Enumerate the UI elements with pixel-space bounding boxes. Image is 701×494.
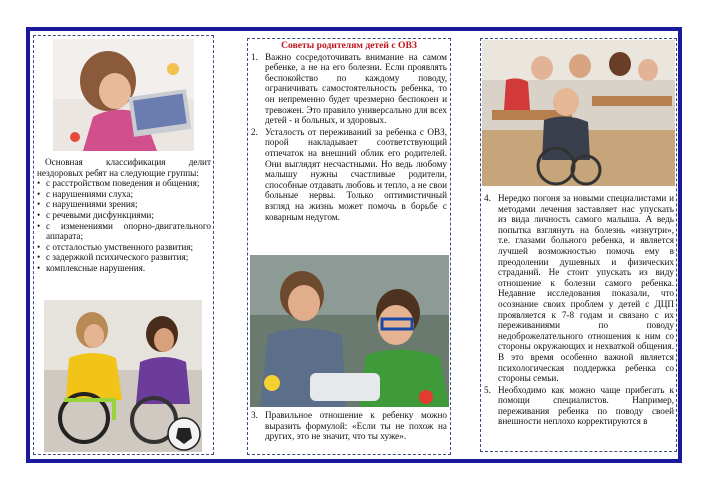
tips-list-bottom	[251, 410, 447, 442]
list-item: • комплексные нарушения.	[37, 263, 211, 274]
tips-title: Советы родителям детей с ОВЗ	[281, 40, 417, 51]
list-item: • с нарушениями слуха;	[37, 189, 211, 200]
list-item: 1. Важно сосредоточивать внимание на самом ребенке, а не на его болезни. Если проявлять беспокойство по каждому поводу, ограничивать самостоятельность ребенка, то он непременно будет чрезмерно беспокоен и тревожен. Это правило универсально для всех детей - и больных, и здоровых.	[251, 51, 447, 126]
list-item: 3. Правильное отношение к ребенку можно выразить формулой: «Если ты не похож на других, это не значит, что ты хуже».	[251, 410, 447, 442]
list-item: 5. Необходимо как можно чаще прибегать к помощи специалистов. Например, переживания ребенка по поводу своей внешности неплохо корректируются в	[484, 384, 674, 427]
disability-groups-list	[37, 178, 211, 273]
tips-list-top	[251, 52, 447, 223]
list-item: • с речевыми дисфункциями;	[37, 210, 211, 221]
list-item: • с расстройством поведения и общения;	[37, 178, 211, 189]
photo-girl-with-laptop	[53, 39, 194, 151]
column-left	[33, 35, 214, 455]
column-middle	[247, 38, 451, 455]
photo-boys-playing	[250, 255, 449, 407]
column-right	[480, 38, 677, 452]
list-item: 4. Нередко погоня за новыми специалистами и методами лечения заставляет нас упускать из вида личность самого малыша. А ведь попытка взглянуть на болезнь «изнутри», т.е. глазами больного ребенка, и является лучшей возможностью помочь ему в преодолении душевных и физических страданий. Не стоит упускать из виду отношение к болезни самого ребенка. Недавние исследования показали, что осознание своих проблем у детей с ДЦП проявляется к 7-8 годам и связано с их переживаниями по поводу недоброжелательного отношения к ним со стороны окружающих и нехваткой общения. В это время особенно важной является психологическая поддержка ребенка со стороны семьи.	[484, 193, 674, 384]
list-item: • с задержкой психического развития;	[37, 252, 211, 263]
photo-classroom-wheelchair	[482, 40, 675, 186]
tips-list-continued	[484, 193, 674, 427]
photo-children-in-wheelchairs	[44, 300, 202, 452]
list-item: • с отсталостью умственного развития;	[37, 242, 211, 253]
classification-intro: Основная классификация делит нездоровых ребят на следующие группы:	[37, 157, 211, 178]
list-item: • с нарушениями зрения;	[37, 199, 211, 210]
list-item: • с изменениями опорно-двигательного аппарата;	[37, 221, 211, 242]
list-item: 2. Усталость от переживаний за ребенка с ОВЗ, порой накладывает соответствующий отпечаток на внешний облик его родителей. Они выглядят несчастными. Но ведь любому малышу нужны счастливые родители, способные отдавать любовь и тепло, а не свои больные нервы. Только оптимистичный взгляд на жизнь может помочь в борьбе с коварным недугом.	[251, 126, 447, 222]
